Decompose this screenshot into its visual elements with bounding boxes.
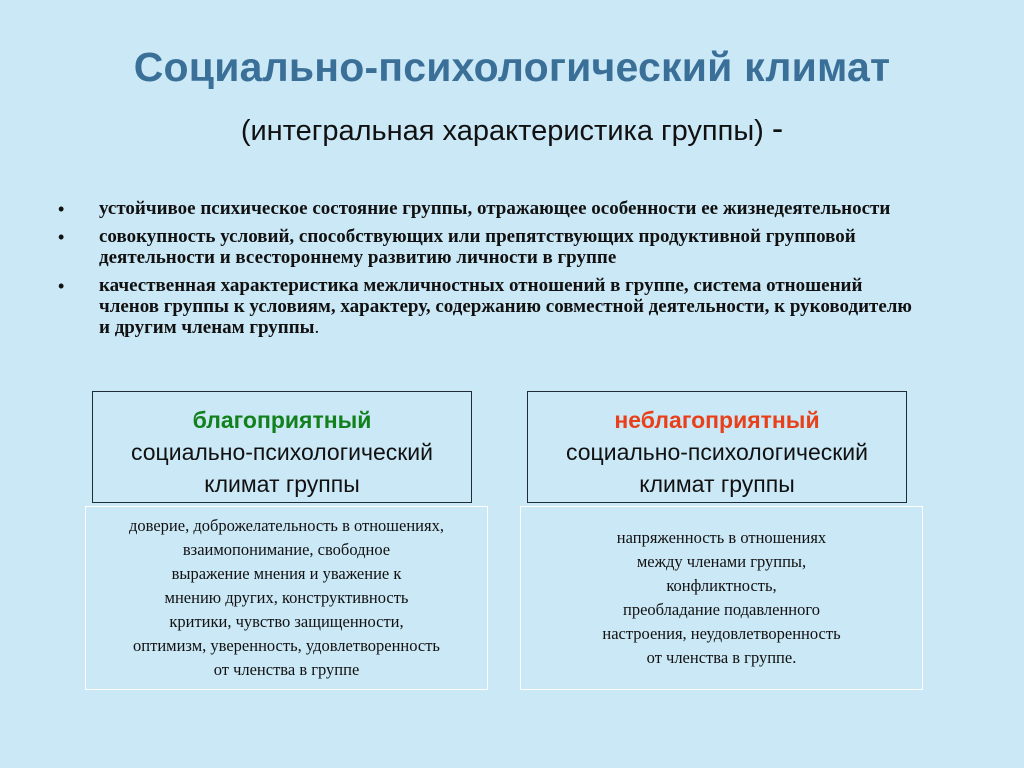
unfavorable-description-line: напряженность в отношениях [616, 528, 827, 547]
unfavorable-description-line: между членами группы, [636, 552, 807, 571]
favorable-description-line: от членства в группе [213, 660, 360, 679]
favorable-description-box [85, 506, 488, 690]
unfavorable-description-line: конфликтность, [666, 576, 777, 595]
favorable-line-3: климат группы [204, 471, 360, 497]
favorable-line-2: социально-психологический [131, 439, 433, 465]
unfavorable-climate-box [527, 391, 907, 503]
unfavorable-description-line: преобладание подавленного [623, 600, 820, 619]
unfavorable-line-3: климат группы [639, 471, 795, 497]
definition-text: совокупность условий, способствующих или препятствующих продуктивной групповой деятельности и всестороннему развитию личности в группе [99, 226, 856, 268]
definition-period: . [314, 317, 320, 338]
bullet-icon: • [58, 227, 65, 247]
favorable-description-line: доверие, доброжелательность в отношениях, [129, 516, 444, 535]
definition-item [58, 198, 918, 219]
favorable-description-line: взаимопонимание, свободное [182, 540, 391, 559]
subtitle-text: (интегральная характеристика группы) [240, 115, 764, 147]
definition-text: устойчивое психическое состояние группы, отражающее особенности ее жизнедеятельности [99, 198, 891, 219]
favorable-description-line: оптимизм, уверенность, удовлетворенность [133, 636, 440, 655]
slide-subtitle [0, 110, 1024, 149]
unfavorable-keyword: неблагоприятный [614, 407, 820, 433]
definition-text: качественная характеристика межличностных отношений в группе, система отношений членов группы к условиям, характеру, содержанию совместной деятельности, к руководителю и другим членам группы [99, 275, 912, 338]
favorable-keyword: благоприятный [192, 407, 372, 433]
subtitle-dash: - [771, 110, 784, 148]
favorable-climate-box [92, 391, 472, 503]
definition-item [58, 275, 918, 338]
slide-title: Социально-психологический климат [133, 44, 891, 90]
unfavorable-description-line: настроения, неудовлетворенность [602, 624, 841, 643]
favorable-description-line: мнению других, конструктивность [164, 588, 409, 607]
unfavorable-description-box [520, 506, 923, 690]
favorable-description-line: критики, чувство защищенности, [169, 612, 404, 631]
favorable-description-line: выражение мнения и уважение к [171, 564, 402, 583]
bullet-icon: • [58, 276, 65, 296]
unfavorable-line-2: социально-психологический [566, 439, 868, 465]
definition-list [58, 198, 918, 345]
bullet-icon: • [58, 199, 65, 219]
definition-item [58, 226, 918, 268]
unfavorable-description-line: от членства в группе. [646, 648, 797, 667]
